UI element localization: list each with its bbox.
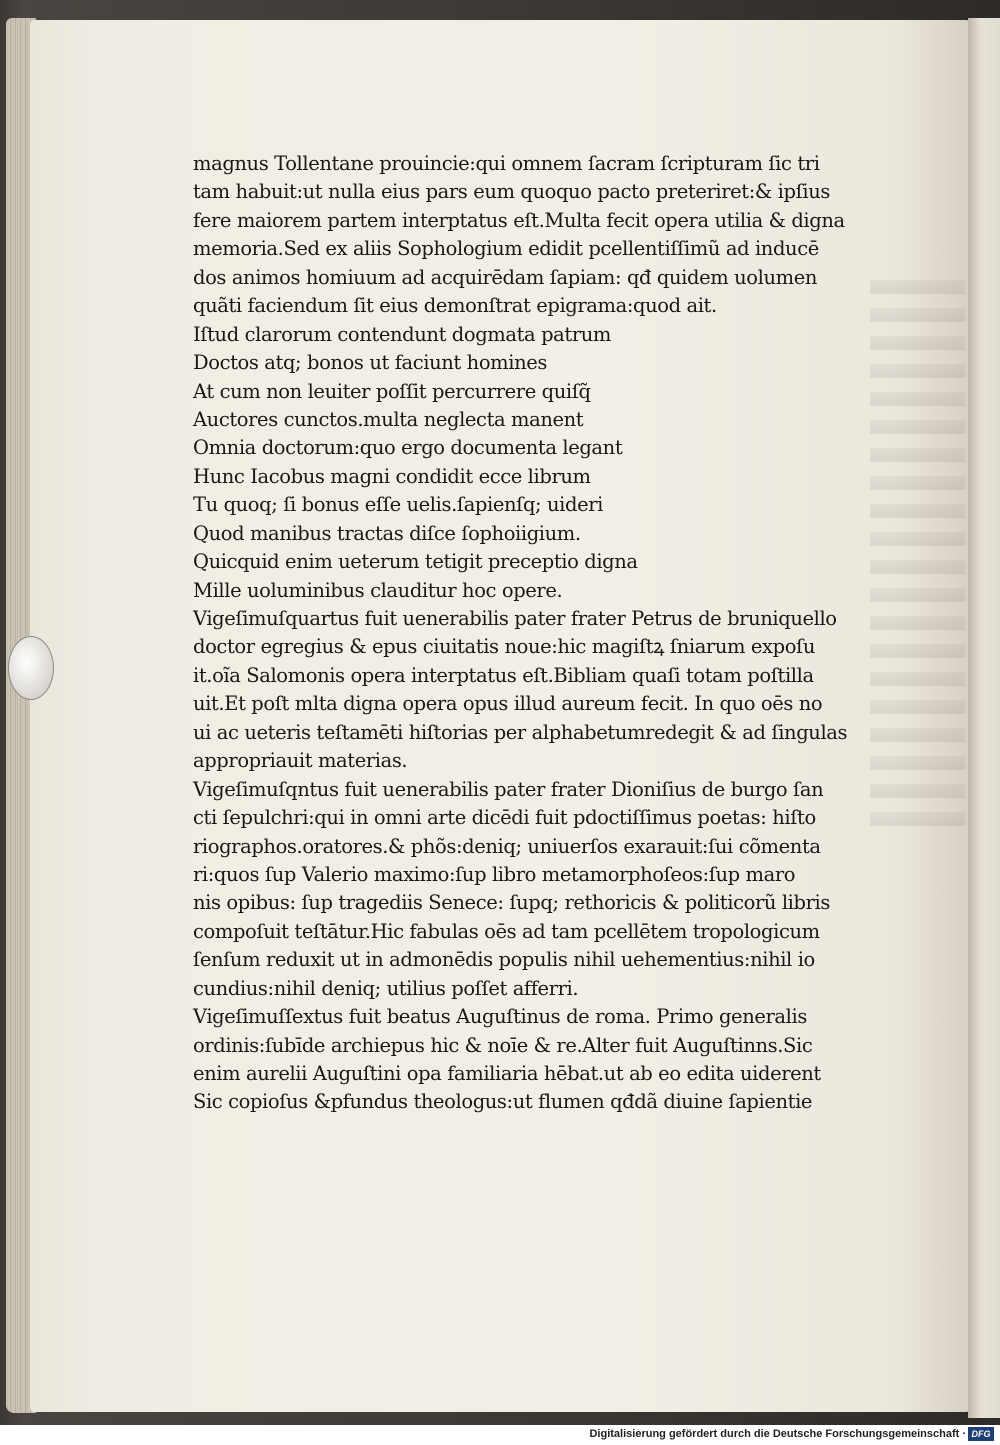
verse-line: Hunc Iacobus magni condidit ecce librum xyxy=(193,464,591,488)
text-line: cti ſepulchri:qui in omni arte dicēdi fuit pdoctiſſimus poetas: hiſto xyxy=(193,806,816,830)
text-line: nis opibus: ſup tragediis Senece: ſupq; rethoricis & politicorũ libris xyxy=(193,891,830,915)
text-line: fere maiorem partem interptatus eſt.Multa fecit opera utilia & digna xyxy=(193,208,845,232)
text-line: ui ac ueteris teſtamēti hiſtorias per alphabetumredegit & ad ſingulas xyxy=(193,720,848,744)
verse-line: Quod manibus tractas diſce ſophoiigium. xyxy=(193,521,581,545)
text-line: it.oĩa Salomonis opera interptatus eſt.Bibliam quaſi totam poſtilla xyxy=(193,663,814,687)
printed-text xyxy=(193,150,893,1117)
text-line: riographos.oratores.& phõs:deniq; uniuerſos exarauit:ſui cõmenta xyxy=(193,834,821,858)
text-line: uit.Et poſt mlta digna opera opus illud aureum fecit. In quo oēs no xyxy=(193,692,823,716)
text-line: Vigeſimuſquartus fuit uenerabilis pater frater Petrus de bruniquello xyxy=(193,607,837,630)
text-line: doctor egregius & epus ciuitatis noue:hic magiſtꝝ ſniarum expoſu xyxy=(193,635,816,659)
text-line: tam habuit:ut nulla eius pars eum quoquo pacto preteriret:& ipſius xyxy=(193,180,831,204)
text-line: cundius:nihil deniq; utilius poſſet afferri. xyxy=(193,976,579,1000)
text-line: quãti faciendum ſit eius demonſtrat epigrama:quod ait. xyxy=(193,294,717,318)
text-line: appropriauit materias. xyxy=(193,749,408,773)
verse-line: Iſtud clarorum contendunt dogmata patrum xyxy=(193,322,611,346)
facing-page-edge xyxy=(968,18,1000,1418)
text-line: ordinis:ſubīde archiepus hic & noīe & re.Alter fuit Auguſtinns.Sic xyxy=(193,1033,813,1057)
verse-line: Quicquid enim ueterum tetigit preceptio digna xyxy=(193,550,638,574)
text-line: magnus Tollentane prouincie:qui omnem ſacram ſcripturam ſic tri xyxy=(193,152,820,175)
text-line: Vigeſimuſqntus fuit uenerabilis pater frater Dioniſius de burgo ſan xyxy=(193,777,824,801)
text-line: memoria.Sed ex aliis Sophologium edidit pcellentiſſimũ ad inducē xyxy=(193,237,819,261)
dfg-logo-icon[interactable]: DFG xyxy=(968,1427,994,1441)
clasp-icon xyxy=(8,636,54,700)
verse-line: Doctos atq; bonos ut faciunt homines xyxy=(193,351,547,375)
text-line: dos animos homiuum ad acquirēdam ſapiam: qđ quidem uolumen xyxy=(193,265,817,289)
text-line: Vigeſimuſſextus fuit beatus Auguſtinus de roma. Primo generalis xyxy=(193,1005,807,1029)
verse-line: Omnia doctorum:quo ergo documenta legant xyxy=(193,436,623,460)
text-line: Sic copioſus &pfundus theologus:ut flumen qđdã diuine ſapientie xyxy=(193,1090,813,1114)
verse-line: At cum non leuiter poſſit percurrere quiſq̃ xyxy=(193,379,591,403)
verse-line: Auctores cunctos.multa neglecta manent xyxy=(193,407,584,431)
text-line: ſenſum reduxit ut in admonēdis populis nihil uehementius:nihil io xyxy=(193,948,815,972)
text-line: ri:quos ſup Valerio maximo:ſup libro metamorphoſeos:ſup maro xyxy=(193,862,796,886)
dfg-credit: Digitalisierung gefördert durch die Deutsche Forschungsgemeinschaft · xyxy=(589,1428,966,1440)
text-line: compoſuit teſtātur.Hic fabulas oēs ad tam pcellētem tropologicum xyxy=(193,919,820,943)
verse-line: Tu quoq; ſi bonus eſſe uelis.ſapienſq; uideri xyxy=(193,493,603,517)
text-line: enim aurelii Auguſtini opa familiaria hēbat.ut ab eo edita uiderent xyxy=(193,1062,821,1085)
verse-line: Mille uoluminibus clauditur hoc opere. xyxy=(193,578,563,602)
